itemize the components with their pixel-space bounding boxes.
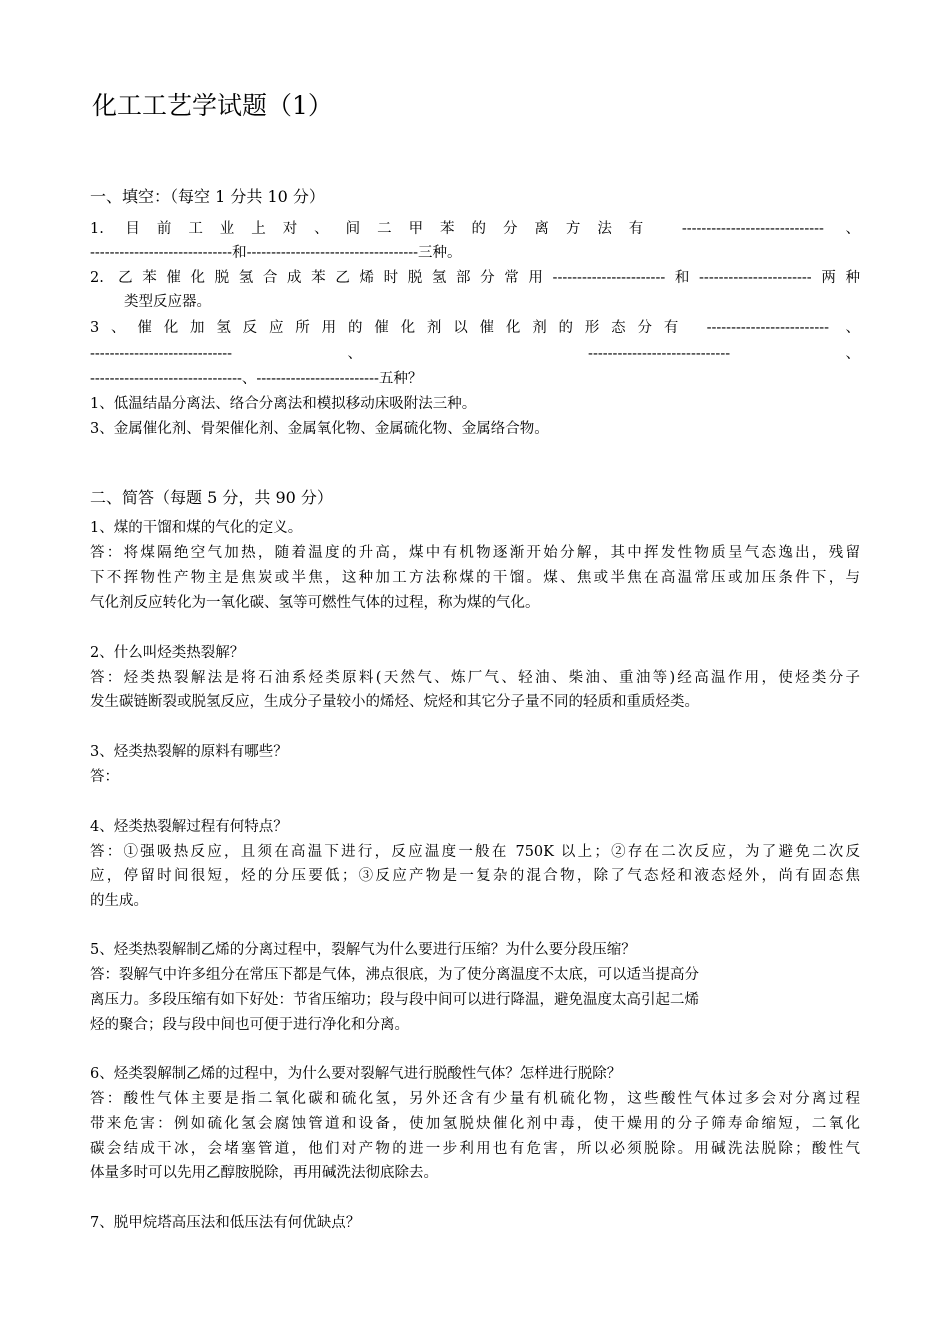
answer-2-line2: 发生碳链断裂或脱氢反应，生成分子量较小的烯烃、烷烃和其它分子量不同的轻质和重质烃类。 <box>90 694 699 710</box>
question-6: 6、烃类裂解制乙烯的过程中，为什么要对裂解气进行脱酸性气体？怎样进行脱除？ <box>90 1066 622 1082</box>
fill-question-2-line2: 类型反应器。 <box>124 294 211 310</box>
question-3: 3、烃类热裂解的原料有哪些？ <box>90 744 288 760</box>
question-2: 2、什么叫烃类热裂解？ <box>90 645 245 661</box>
fill-question-1-line1: 1. 目前工业上对、间二甲苯的分离方法有 ----------------------------- 、 <box>90 221 860 237</box>
answer-4-line2: 应，停留时间很短，烃的分压要低；③反应产物是一复杂的混合物，除了气态烃和液态烃外，尚有固态焦 <box>90 868 860 884</box>
question-5: 5、烃类热裂解制乙烯的分离过程中，裂解气为什么要进行压缩？为什么要分段压缩？ <box>90 942 636 958</box>
section2-heading: 二、简答（每题 5 分，共 90 分） <box>90 488 333 507</box>
fill-question-1-line2: -----------------------------和-----------------------------------三种。 <box>90 245 462 261</box>
fill-answer-1: 1、低温结晶分离法、络合分离法和模拟移动床吸附法三种。 <box>90 396 477 412</box>
answer-1-line3: 气化剂反应转化为一氧化碳、氢等可燃性气体的过程，称为煤的气化。 <box>90 595 540 611</box>
fill-question-3-line1: 3、催化加氢反应所用的催化剂以催化剂的形态分有 ------------------------- 、 <box>90 320 860 336</box>
section1-heading: 一、填空：（每空 1 分共 10 分） <box>90 187 325 206</box>
answer-5-line3: 烃的聚合；段与段中间也可便于进行净化和分离。 <box>90 1017 409 1033</box>
answer-5-line1: 答：裂解气中许多组分在常压下都是气体，沸点很底，为了使分离温度不太底，可以适当提高分 <box>90 967 699 983</box>
fill-question-3-line3: -------------------------------、-------------------------五种？ <box>90 371 423 387</box>
question-7: 7、脱甲烷塔高压法和低压法有何优缺点？ <box>90 1215 361 1231</box>
answer-6-line4: 体量多时可以先用乙醇胺脱除，再用碱洗法彻底除去。 <box>90 1165 438 1181</box>
question-4: 4、烃类热裂解过程有何特点？ <box>90 819 288 835</box>
answer-6-line2: 带来危害：例如硫化氢会腐蚀管道和设备，使加氢脱炔催化剂中毒，使干燥用的分子筛寿命缩短，二氧化 <box>90 1116 860 1132</box>
question-1: 1、煤的干馏和煤的气化的定义。 <box>90 520 303 536</box>
answer-5-line2: 离压力。多段压缩有如下好处：节省压缩功；段与段中间可以进行降温，避免温度太高引起二烯 <box>90 992 699 1008</box>
answer-4-line1: 答：①强吸热反应，且须在高温下进行，反应温度一般在 750K 以上；②存在二次反应，为了避免二次反 <box>90 844 860 860</box>
document-title: 化工工艺学试题（1） <box>92 91 333 120</box>
answer-4-line3: 的生成。 <box>90 893 148 909</box>
answer-1-line1: 答：将煤隔绝空气加热，随着温度的升高，煤中有机物逐渐开始分解，其中挥发性物质呈气态逸出，残留 <box>90 545 860 561</box>
answer-2-line1: 答：烃类热裂解法是将石油系烃类原料(天然气、炼厂气、轻油、柴油、重油等)经高温作用，使烃类分子 <box>90 670 860 686</box>
answer-1-line2: 下不挥物性产物主是焦炭或半焦，这种加工方法称煤的干馏。煤、焦或半焦在高温常压或加压条件下，与 <box>90 570 860 586</box>
fill-question-2-line1: 2. 乙苯催化脱氢合成苯乙烯时脱氢部分常用-----------------------和-----------------------两种 <box>90 270 860 286</box>
fill-question-3-line2: ----------------------------- 、 ----------------------------- 、 <box>90 346 860 362</box>
answer-6-line1: 答：酸性气体主要是指二氧化碳和硫化氢，另外还含有少量有机硫化物，这些酸性气体过多会对分离过程 <box>90 1091 860 1107</box>
answer-6-line3: 碳会结成干冰，会堵塞管道，他们对产物的进一步利用也有危害，所以必须脱除。用碱洗法脱除；酸性气 <box>90 1141 860 1157</box>
fill-answer-3: 3、金属催化剂、骨架催化剂、金属氧化物、金属硫化物、金属络合物。 <box>90 421 549 437</box>
answer-3: 答： <box>90 769 119 785</box>
